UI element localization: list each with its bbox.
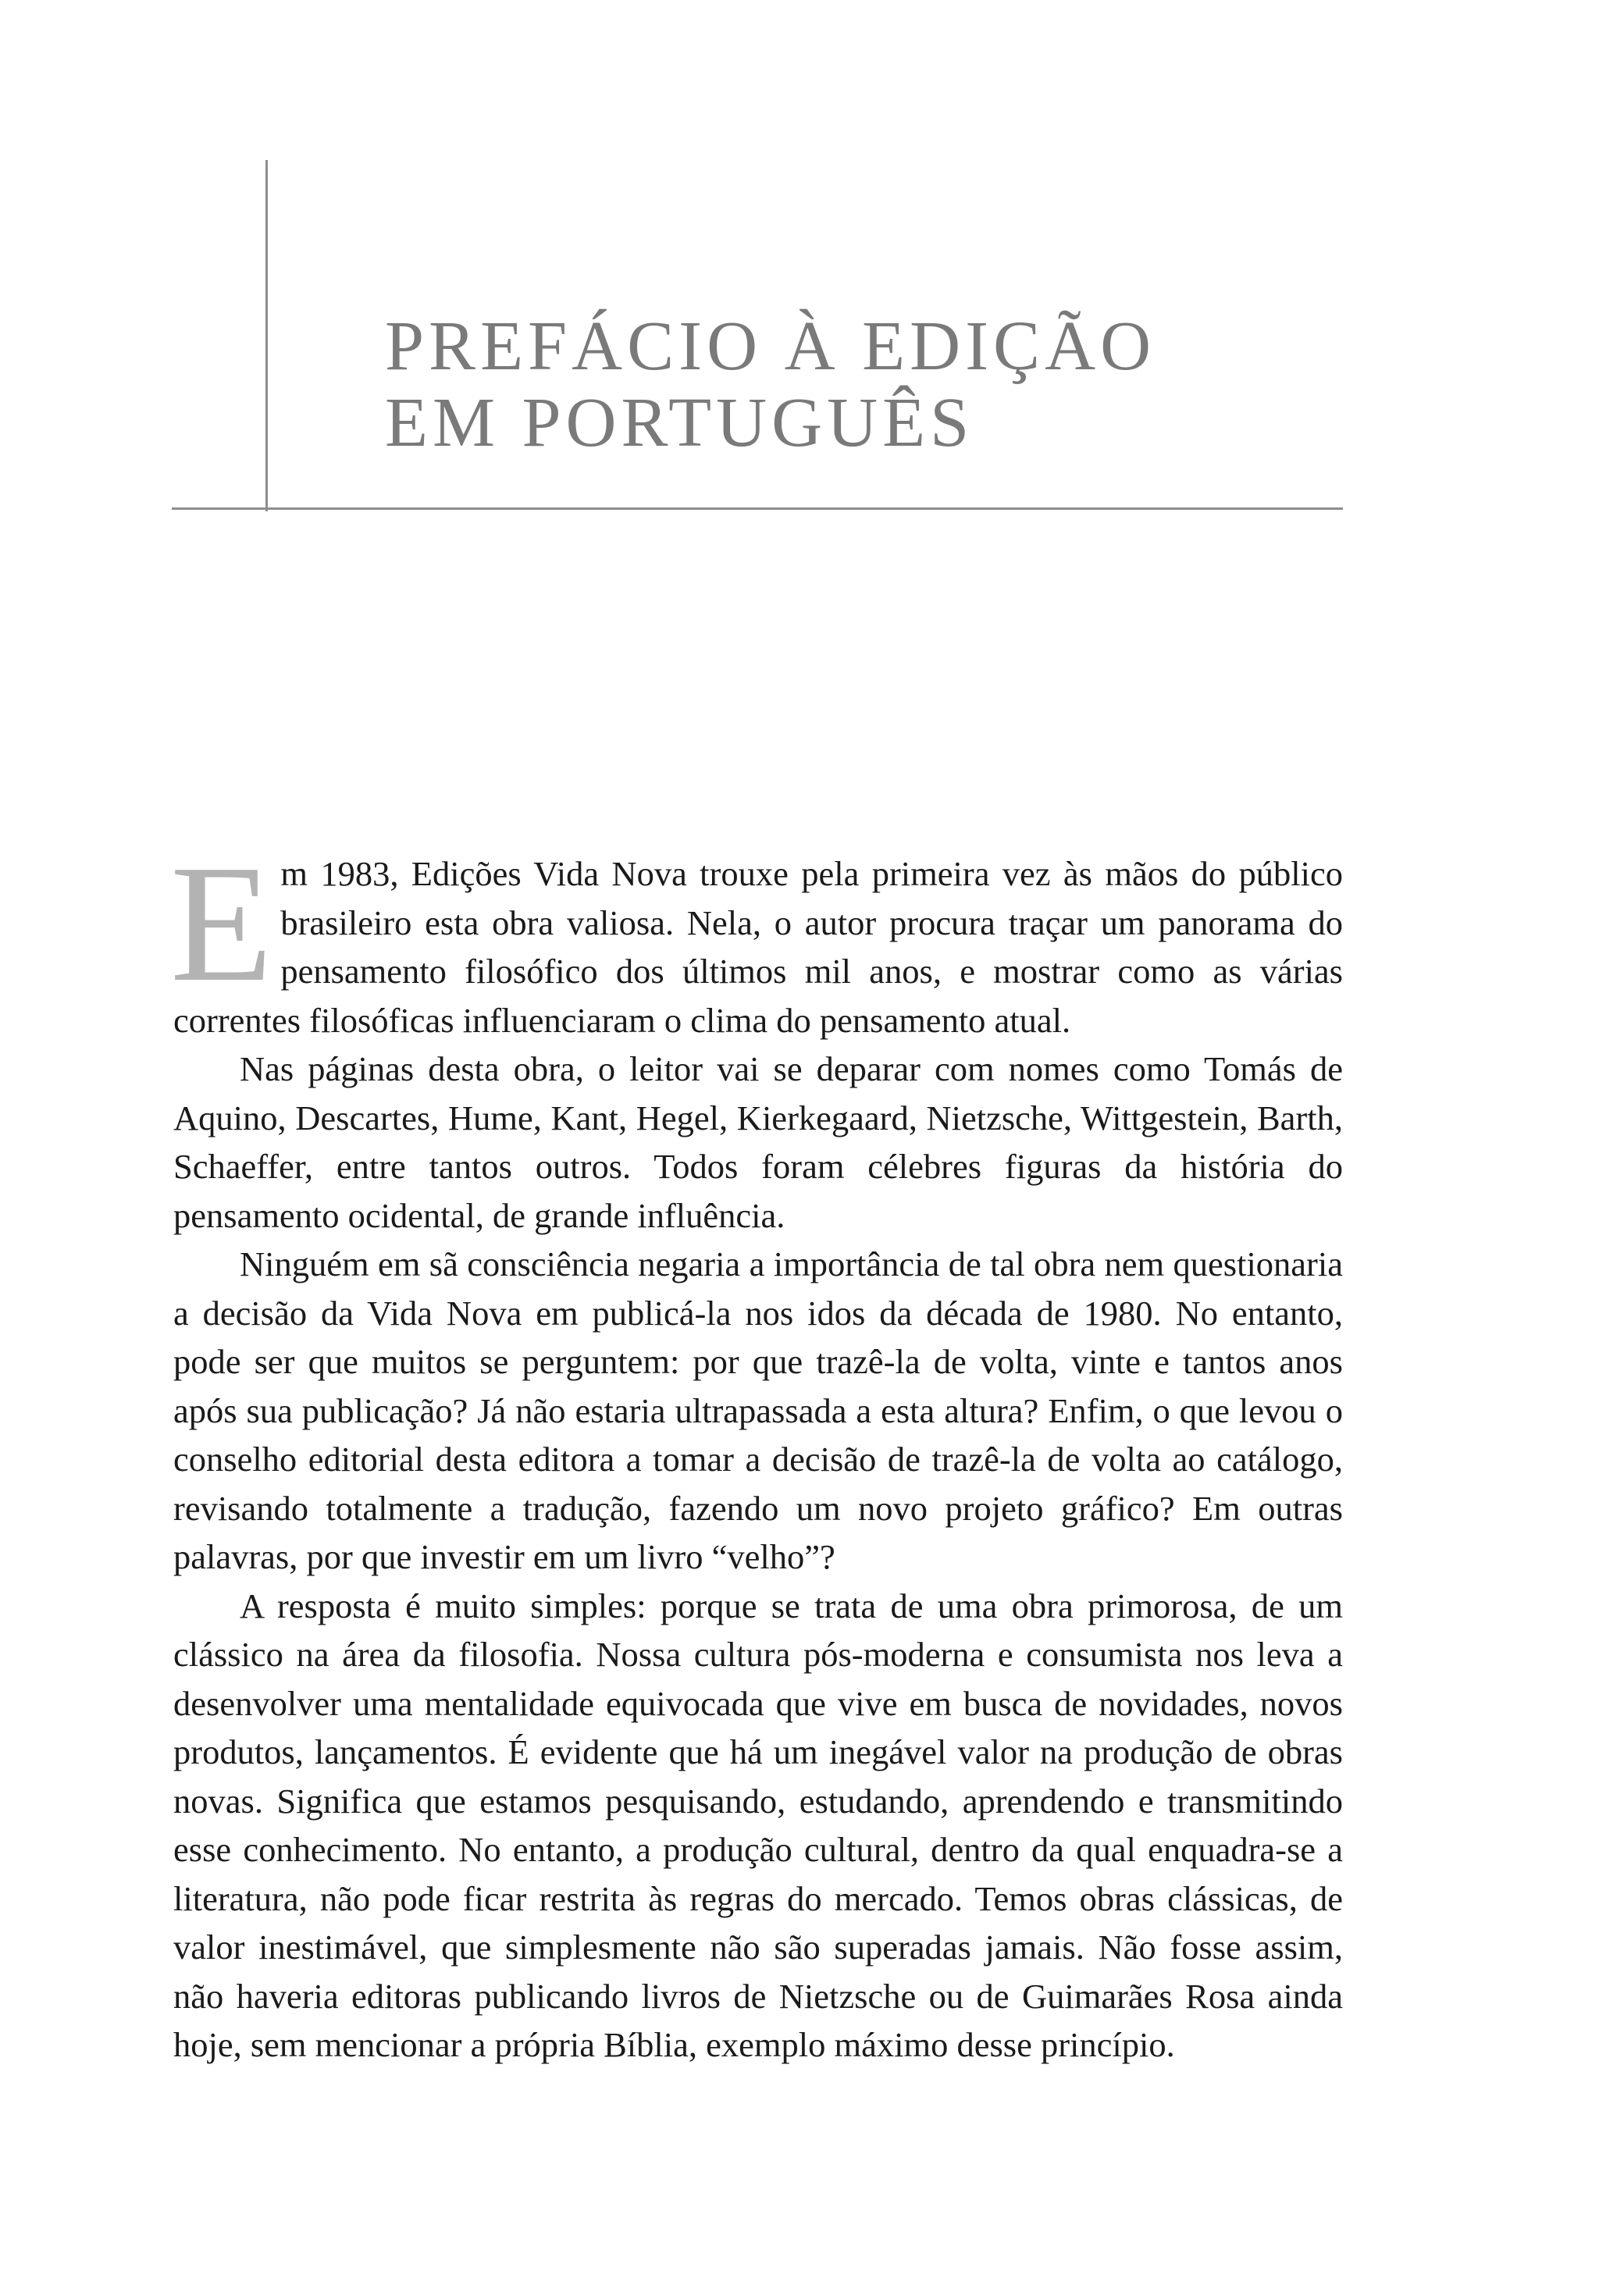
chapter-title-line-1: PREFÁCIO À EDIÇÃO	[385, 308, 1156, 385]
paragraph-2: Nas páginas desta obra, o leitor vai se deparar com nomes como Tomás de Aquino, Descartes, Hume, Kant, Hegel, Kierkegaard, Nietzsche, Wittgestein, Barth, Schaeffer, entre tantos outros. Todos foram célebres figuras da história do pensamento ocidental, de grande influência.	[173, 1049, 1343, 1235]
paragraph-1-text: m 1983, Edições Vida Nova trouxe pela primeira vez às mãos do público brasileiro esta obra valiosa. Nela, o autor procura traçar um panorama do pensamento filosófico dos últimos mil anos, e mostrar como as várias correntes filosóficas influenciaram o clima do pensamento atual.	[173, 854, 1343, 1040]
body-text	[170, 830, 1343, 2070]
title-vertical-rule	[265, 160, 268, 511]
chapter-title-line-2: EM PORTUGUÊS	[385, 384, 974, 461]
paragraph-3: Ninguém em sã consciência negaria a importância de tal obra nem questionaria a decisão da Vida Nova em publicá-la nos idos da década de 1980. No entanto, pode ser que muitos se perguntem: por que trazê-la de volta, vinte e tantos anos após sua publicação? Já não estaria ultrapassada a esta altura? Enfim, o que levou o conselho editorial desta editora a tomar a decisão de trazê-la de volta ao catálogo, revisando totalmente a tradução, fazendo um novo projeto gráfico? Em outras palavras, por que investir em um livro “velho”?	[173, 1244, 1343, 1576]
chapter-title	[385, 308, 1156, 461]
drop-cap: E	[170, 830, 273, 1016]
paragraph-1	[170, 830, 1343, 1045]
title-horizontal-rule	[172, 507, 1343, 510]
paragraph-4: A resposta é muito simples: porque se trata de uma obra primorosa, de um clássico na área da filosofia. Nossa cultura pós-moderna e consumista nos leva a desenvolver uma mentalidade equivocada que vive em busca de novidades, novos produtos, lançamentos. É evidente que há um inegável valor na produção de obras novas. Significa que estamos pesquisando, estudando, aprendendo e transmitindo esse conhecimento. No entanto, a produção cultural, dentro da qual enquadra-se a literatura, não pode ficar restrita às regras do mercado. Temos obras clássicas, de valor inestimável, que simplesmente não são superadas jamais. Não fosse assim, não haveria editoras publicando livros de Nietzsche ou de Guimarães Rosa ainda hoje, sem mencionar a própria Bíblia, exemplo máximo desse princípio.	[173, 1586, 1343, 2064]
